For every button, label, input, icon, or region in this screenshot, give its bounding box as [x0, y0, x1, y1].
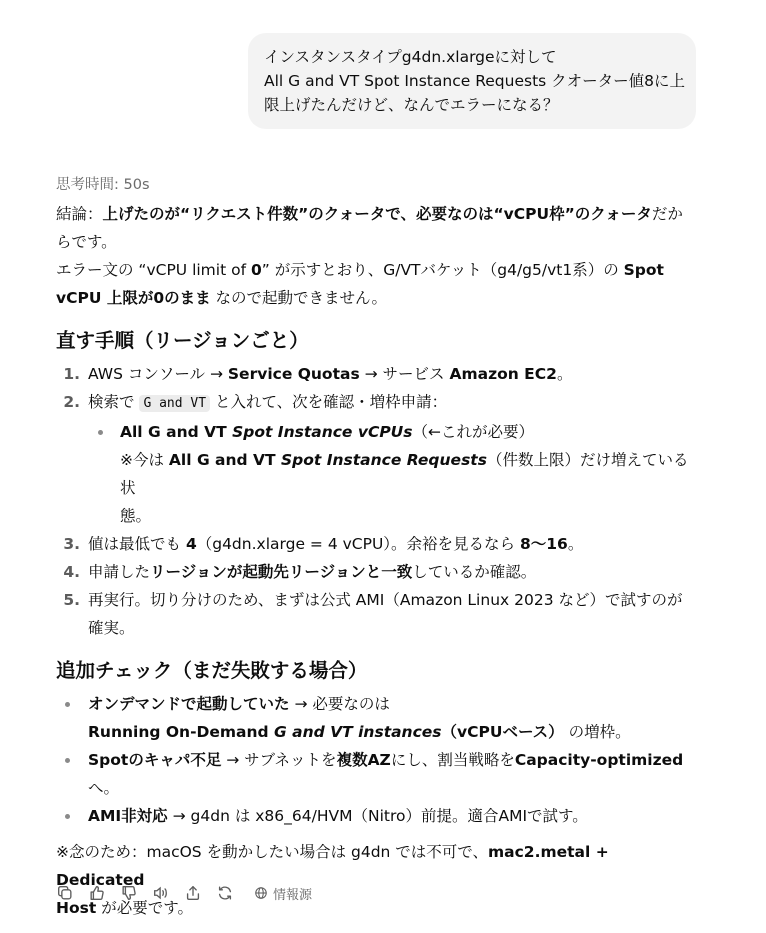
- note-text: （件数上限）だけ増えている状: [120, 451, 689, 497]
- conclusion-bold: 上げたのが“リクエスト件数”のクォータで、必要なのは“vCPU枠”のクォータ: [102, 205, 652, 223]
- list-item: [56, 360, 696, 388]
- check-bold: Running On-Demand: [88, 723, 275, 741]
- step-number: 2.: [63, 393, 80, 411]
- quota-name-bold: All G and VT: [120, 423, 233, 441]
- step-text: AWS コンソール →: [88, 365, 228, 383]
- user-message-bubble: [248, 33, 696, 129]
- error-bold-2: vCPU 上限が0のまま: [56, 289, 211, 307]
- user-message-line: インスタンスタイプg4dn.xlargeに対して: [264, 48, 557, 66]
- check-bold: （vCPUベース）: [441, 723, 564, 741]
- check-text: → g4dn は x86_64/HVM（Nitro）前提。適合AMIで試す。: [167, 807, 588, 825]
- bad-response-button[interactable]: [120, 880, 152, 906]
- error-tail: なので起動できません。: [210, 289, 387, 307]
- conclusion-prefix: 結論：: [56, 205, 103, 223]
- copy-button[interactable]: [56, 880, 88, 906]
- step-text: 確実。: [88, 619, 135, 637]
- share-icon: [184, 884, 202, 902]
- good-response-button[interactable]: [88, 880, 120, 906]
- additional-checks-list: [56, 690, 696, 830]
- regenerate-icon: [216, 884, 234, 902]
- step-text: 再実行。切り分けのため、まずは公式 AMI（Amazon Linux 2023 など）で試すのが: [88, 591, 683, 609]
- check-italic: G and VT instances: [274, 723, 442, 741]
- step-text: 値は最低でも: [88, 535, 186, 553]
- check-text: にし、割当戦略を: [390, 751, 515, 769]
- read-aloud-button[interactable]: [152, 880, 184, 906]
- list-item: [56, 690, 696, 746]
- list-item: [56, 746, 696, 802]
- list-item: [88, 418, 696, 530]
- check-text: へ。: [88, 779, 120, 797]
- read-aloud-icon: [152, 884, 170, 902]
- conclusion-paragraph: [56, 200, 696, 312]
- error-bold: Spot: [623, 261, 664, 279]
- fix-steps-list: [56, 360, 696, 642]
- step-text: 検索で: [88, 393, 140, 411]
- user-message-line: 限上げたんだけど、なんでエラーになる？: [264, 96, 559, 114]
- step-text: 申請した: [88, 563, 151, 581]
- list-item: [56, 586, 696, 642]
- user-message-line: All G and VT Spot Instance Requests クオーター値8に上: [264, 72, 686, 90]
- step-number: 4.: [63, 563, 80, 581]
- conclusion-suffix: だか: [651, 205, 683, 223]
- share-button[interactable]: [184, 880, 216, 906]
- error-text: エラー文の “vCPU limit of: [56, 261, 251, 279]
- check-bold: 複数AZ: [336, 751, 391, 769]
- note-italic: Spot Instance Requests: [281, 451, 487, 469]
- note-bold: All G and VT: [168, 451, 282, 469]
- check-bold: Capacity-optimized: [514, 751, 684, 769]
- list-item: [56, 802, 696, 830]
- step-text: → サービス: [359, 365, 450, 383]
- globe-icon: [254, 886, 268, 900]
- step-text: しているか確認。: [412, 563, 537, 581]
- thumbs-down-icon: [120, 884, 138, 902]
- error-zero: 0: [250, 261, 262, 279]
- quota-note: （←これが必要）: [412, 423, 534, 441]
- footnote-bold: mac2.metal + Dedicated: [56, 843, 609, 889]
- check-text: → 必要なのは: [289, 695, 390, 713]
- step-bold: 8〜16: [519, 535, 568, 553]
- message-action-toolbar: [56, 880, 312, 906]
- step-number: 5.: [63, 591, 80, 609]
- step-text: 。: [556, 365, 573, 383]
- check-bold: AMI非対応: [88, 807, 168, 825]
- step-bold: 4: [185, 535, 197, 553]
- quota-name-italic: Spot Instance vCPUs: [232, 423, 413, 441]
- thumbs-up-icon: [88, 884, 106, 902]
- step-number: 3.: [63, 535, 80, 553]
- check-text: → サブネットを: [221, 751, 337, 769]
- check-bold: Spotのキャパ不足: [88, 751, 222, 769]
- inline-code: G and VT: [139, 395, 210, 412]
- step-text: （g4dn.xlarge = 4 vCPU）。余裕を見るなら: [196, 535, 520, 553]
- note-text: ※今は: [120, 451, 169, 469]
- list-item: [56, 388, 696, 530]
- list-item: [56, 558, 696, 586]
- step-bold: Amazon EC2: [449, 365, 557, 383]
- thinking-time-toggle[interactable]: 思考時間: 50s: [56, 177, 150, 193]
- conclusion-line2: らです。: [56, 233, 117, 251]
- step-bold: Service Quotas: [227, 365, 360, 383]
- sources-button[interactable]: [254, 884, 312, 903]
- list-item: [56, 530, 696, 558]
- error-text-2: ” が示すとおり、G/VTバケット（g4/g5/vt1系）の: [261, 261, 624, 279]
- regenerate-button[interactable]: [216, 880, 248, 906]
- check-text: の増枠。: [563, 723, 631, 741]
- step-bold: リージョンが起動先リージョンと一致: [150, 563, 413, 581]
- section-heading-additional-checks: 追加チェック（まだ失敗する場合）: [56, 659, 368, 682]
- check-bold: オンデマンドで起動していた: [88, 695, 290, 713]
- sub-list: [88, 418, 696, 530]
- section-heading-fix-steps: 直す手順（リージョンごと）: [56, 329, 309, 352]
- footnote-text: ※念のため：macOS を動かしたい場合は g4dn では不可で、: [56, 843, 488, 861]
- footnote-text: が必要です。: [96, 899, 193, 917]
- note-text: 態。: [120, 507, 152, 525]
- step-text: と入れて、次を確認・増枠申請：: [210, 393, 448, 411]
- footnote-bold: Host: [56, 899, 97, 917]
- step-text: 。: [567, 535, 584, 553]
- assistant-answer: [56, 172, 696, 922]
- copy-icon: [56, 884, 74, 902]
- sources-label: 情報源: [273, 887, 313, 903]
- step-number: 1.: [63, 365, 80, 383]
